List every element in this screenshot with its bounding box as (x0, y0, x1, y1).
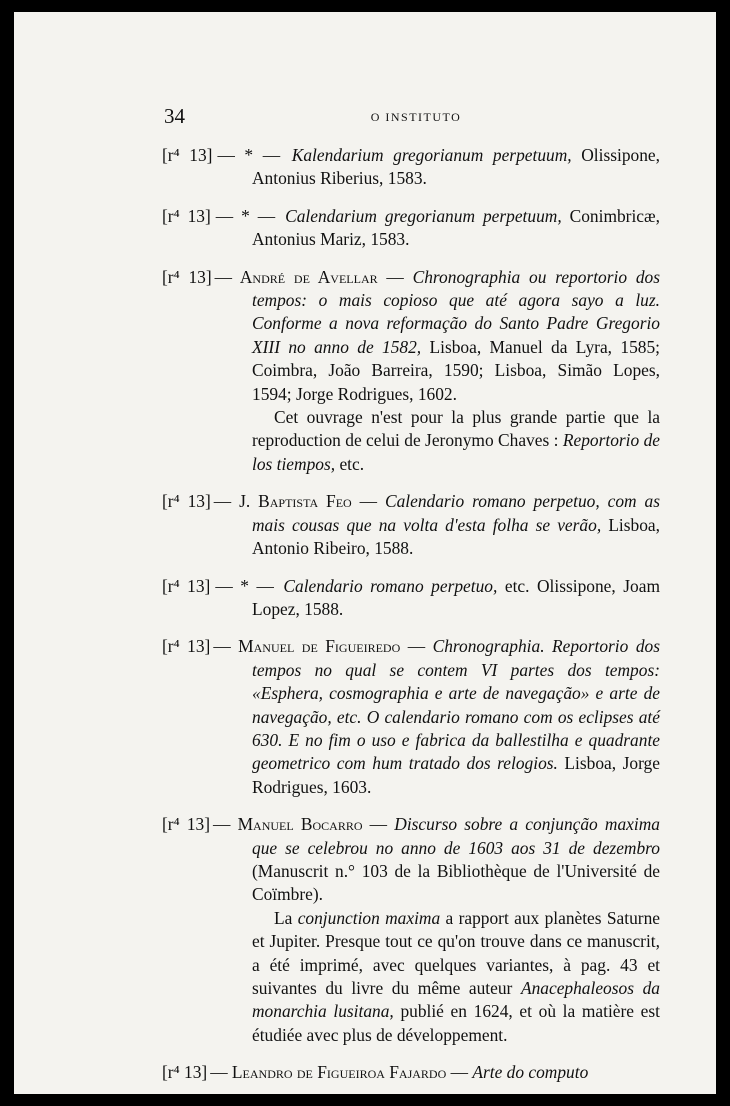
note-title: Reportorio de los tiempos, (252, 430, 660, 474)
entry-author: — Manuel de Figueiredo — (213, 636, 426, 657)
note-text: a rapport aux planètes Saturne et Jupiter. Presque tout ce qu'on trouve dans ce manuscrit, a été imprimé, avec quelques variantes, à pag. 43 et suivantes du livre du même auteur (252, 907, 660, 998)
entry-title: Calendarium gregorianum perpetuum, (285, 205, 562, 226)
entry-label: [r⁴ 13] (162, 814, 211, 835)
entry-7-note (252, 907, 660, 1047)
entry-author: — * — (215, 575, 274, 596)
entry-2 (162, 205, 660, 252)
entry-label: [r⁴ 13] (162, 1062, 208, 1083)
page-number: 34 (164, 104, 185, 128)
entry-title: Arte do computo (472, 1062, 589, 1083)
entry-6-head (162, 635, 660, 799)
note-end: etc. (339, 453, 365, 474)
note-end: publié en 1624, et où la matière est étudiée avec plus de développement. (252, 1001, 660, 1045)
entry-title: Calendario romano perpetuo, (283, 575, 498, 596)
note-title: Anacephaleosos da monarchia lusitana, (252, 978, 660, 1022)
entry-author: — Manuel Bocarro — (213, 814, 388, 835)
entry-imprint: Lisboa, Jorge Rodrigues, 1603. (252, 753, 660, 797)
note-pre: La (274, 907, 293, 928)
entry-author: — J. Baptista Feo — (213, 491, 378, 512)
note-title: conjunction maxima (297, 907, 441, 928)
entry-imprint: Olissipone, Antonius Riberius, 1583. (252, 145, 660, 189)
entry-5-head (162, 575, 660, 622)
entry-6 (162, 635, 660, 799)
entry-3 (162, 266, 660, 477)
entry-7 (162, 813, 660, 1047)
entry-label: [r⁴ 13] (162, 491, 211, 512)
entry-label: [r⁴ 13] (162, 145, 213, 165)
entry-5 (162, 575, 660, 622)
entry-imprint: Lisboa, Antonio Ribeiro, 1588. (252, 514, 660, 559)
journal-title: O INSTITUTO (370, 110, 462, 124)
entry-label: [r⁴ 13] (162, 205, 211, 226)
entry-title: Chronographia. Reportorio dos tempos no qual se contem VI partes dos tempos: «Esphera, cosmographia e arte de navegação» e arte de navegação, etc. O calendario romano com os eclipses até 630. E no fim o uso e fabrica da ballestilha e quadrante geometrico com hum tratado dos relogios. (252, 636, 660, 774)
entry-label: [r⁴ 13] (162, 636, 211, 657)
entry-author: — Leandro de Figueiroa Fajardo — (210, 1062, 468, 1083)
note-text: Cet ouvrage n'est pour la plus grande partie que la reproduction de celui de Jeronymo Chaves : (252, 407, 660, 451)
entry-label: [r⁴ 13] (162, 575, 211, 596)
running-head (164, 104, 668, 128)
document-page (14, 12, 716, 1094)
entry-title: Kalendarium gregorianum perpetuum, (291, 145, 572, 165)
entry-3-head (162, 266, 660, 406)
entry-imprint: Lisboa, Manuel da Lyra, 1585; Coimbra, João Barreira, 1590; Lisboa, Simão Lopes, 1594; Jorge Rodrigues, 1602. (252, 336, 660, 404)
entry-imprint: (Manuscrit n.° 103 de la Bibliothèque de l'Université de Coïmbre). (252, 860, 660, 905)
entry-label: [r⁴ 13] (162, 266, 212, 287)
entry-8 (162, 1061, 660, 1084)
entry-author: — * — (217, 145, 281, 165)
bibliography-list (162, 144, 660, 1094)
entry-imprint: etc. Olissipone, Joam Lopez, 1588. (252, 575, 660, 619)
entry-4 (162, 490, 660, 560)
entry-8-head (162, 1061, 660, 1084)
entry-author: — * — (215, 205, 276, 226)
entry-title: Discurso sobre a conjunção maxima que se celebrou no anno de 1603 aos 31 de dezembro (252, 814, 660, 858)
entry-1 (162, 144, 660, 191)
entry-title: Chronographia ou reportorio dos tempos: o mais copioso que até agora sayo a luz. Conforme a nova reformação do Santo Padre Gregorio XIII no anno de 1582, (252, 266, 660, 357)
entry-author: — André de Avellar — (214, 266, 404, 287)
entry-2-head (162, 205, 660, 252)
entry-1-head (162, 144, 660, 191)
entry-7-head (162, 813, 660, 907)
entry-4-head (162, 490, 660, 560)
entry-3-note (252, 406, 660, 476)
entry-imprint: Conimbricæ, Antonius Mariz, 1583. (252, 205, 660, 250)
entry-title: Calendario romano perpetuo, com as mais cousas que na volta d'esta folha se verão, (252, 491, 660, 535)
